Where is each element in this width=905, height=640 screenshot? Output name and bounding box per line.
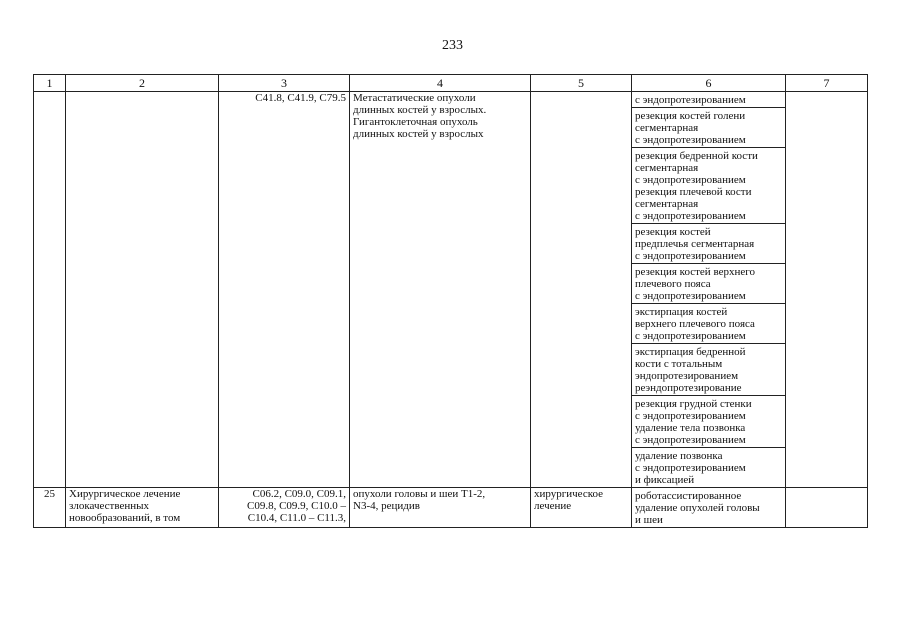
text-line: злокачественных (69, 500, 150, 512)
text-line: эндопротезированием (635, 370, 739, 382)
text-line: с эндопротезированием (635, 434, 746, 446)
text-line: удаление тела позвонка (635, 422, 746, 434)
text-line: с эндопротезированием (635, 410, 746, 422)
cell-treatment-group (66, 92, 219, 488)
text-line: предплечья сегментарная (635, 238, 755, 250)
text-line: с эндопротезированием (635, 462, 746, 474)
cell-icd-codes (219, 488, 350, 528)
cell-treatment-group (66, 488, 219, 528)
text-line: резекция плечевой кости (635, 186, 752, 198)
text-line: C41.8, C41.9, C79.5 (255, 92, 346, 104)
text-line: с эндопротезированием (635, 250, 746, 262)
text-line: верхнего плечевого пояса (635, 318, 755, 330)
table-row-25 (34, 488, 868, 528)
text-line: резекция грудной стенки (635, 398, 752, 410)
text-line: C06.2, C09.0, C09.1, (252, 488, 346, 500)
header-col-4: 4 (350, 75, 531, 92)
cell-patient-model (350, 92, 531, 488)
text-line: резекция костей (635, 226, 711, 238)
text-line: резекция костей голени (635, 110, 746, 122)
method-item (632, 448, 785, 487)
text-line: Хирургическое лечение (69, 488, 181, 500)
page-number: 233 (442, 38, 463, 53)
method-item (632, 224, 785, 264)
method-item (632, 304, 785, 344)
text-line: реэндопротезирование (635, 382, 742, 394)
text-line: хирургическое (534, 488, 604, 500)
method-item (632, 488, 785, 527)
text-line: с эндопротезированием (635, 330, 746, 342)
text-line: опухоли головы и шеи T1-2, (353, 488, 486, 500)
cell-number (34, 92, 66, 488)
text-line: экстирпация бедренной (635, 346, 746, 358)
text-line: с эндопротезированием (635, 290, 746, 302)
text-line: экстирпация костей (635, 306, 728, 318)
cell-number: 25 (34, 488, 66, 528)
text-line: длинных костей у взрослых (353, 128, 484, 140)
header-col-7: 7 (786, 75, 868, 92)
text-line: с эндопротезированием (635, 134, 746, 146)
text-line: C10.4, C11.0 – C11.3, (247, 512, 346, 524)
header-col-2: 2 (66, 75, 219, 92)
text-line: сегментарная (635, 198, 699, 210)
cell-patient-model (350, 488, 531, 528)
text-line: N3-4, рецидив (353, 500, 420, 512)
method-item (632, 148, 785, 224)
table-row-continued (34, 92, 868, 488)
cell-treatment-type (531, 92, 632, 488)
method-item (632, 396, 785, 448)
text-line: удаление опухолей головы (635, 502, 760, 514)
cell-methods (632, 92, 786, 488)
cell-norm (786, 92, 868, 488)
text-line: плечевого пояса (635, 278, 711, 290)
text-line: Метастатические опухоли (353, 92, 476, 104)
header-col-3: 3 (219, 75, 350, 92)
header-col-6: 6 (632, 75, 786, 92)
text-line: сегментарная (635, 162, 699, 174)
text-line: кости с тотальным (635, 358, 723, 370)
text-line: с эндопротезированием (635, 174, 746, 186)
text-line: сегментарная (635, 122, 699, 134)
text-line: с эндопротезированием (635, 94, 746, 106)
cell-methods (632, 488, 786, 528)
text-line: с эндопротезированием (635, 210, 746, 222)
text-line: и фиксацией (635, 474, 695, 486)
method-item (632, 344, 785, 396)
method-item (632, 92, 785, 108)
text-line: новообразований, в том (69, 512, 181, 524)
text-line: C09.8, C09.9, C10.0 – (246, 500, 346, 512)
header-row (34, 75, 868, 92)
text-line: Гигантоклеточная опухоль (353, 116, 478, 128)
text-line: резекция бедренной кости (635, 150, 758, 162)
text-line: удаление позвонка (635, 450, 723, 462)
cell-norm (786, 488, 868, 528)
cell-treatment-type (531, 488, 632, 528)
header-col-1: 1 (34, 75, 66, 92)
text-line: роботассистированное (635, 490, 742, 502)
method-item (632, 264, 785, 304)
text-line: длинных костей у взрослых. (353, 104, 487, 116)
text-line: и шеи (635, 514, 663, 526)
text-line: резекция костей верхнего (635, 266, 755, 278)
method-item (632, 108, 785, 148)
medical-table (33, 74, 868, 528)
text-line: лечение (534, 500, 572, 512)
header-col-5: 5 (531, 75, 632, 92)
cell-icd-codes (219, 92, 350, 488)
